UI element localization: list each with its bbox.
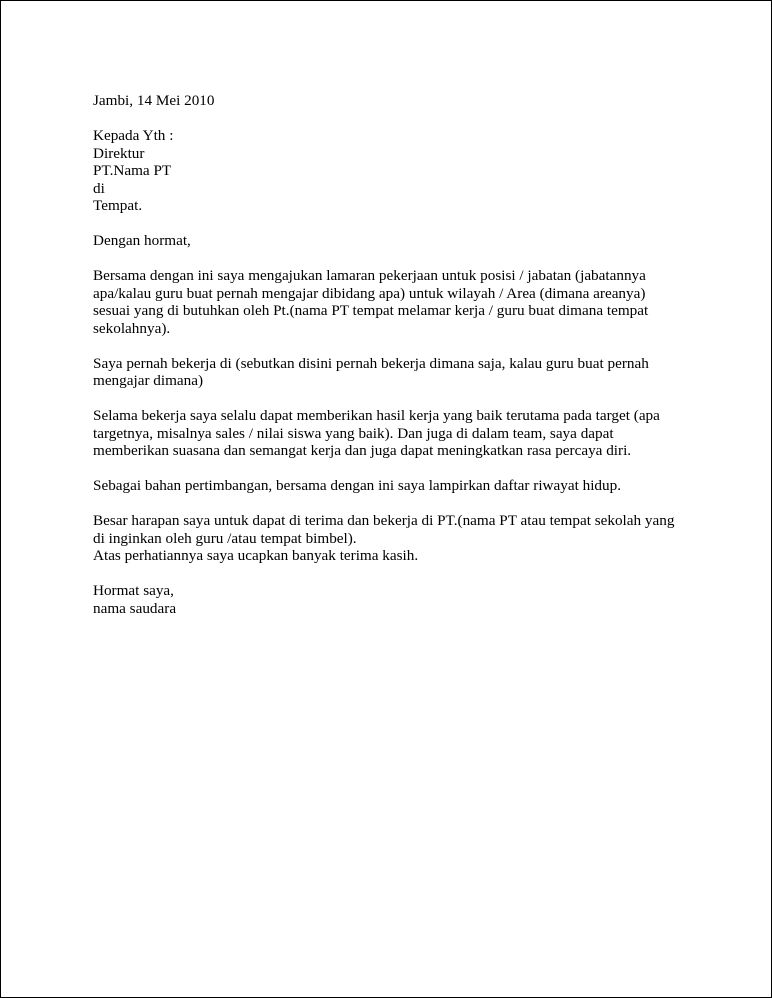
date-line: Jambi, 14 Mei 2010 [93,92,215,109]
spacer [93,495,713,513]
paragraph-line: Bersama dengan ini saya mengajukan lamaran pekerjaan untuk posisi / jabatan (jabatannya [93,267,646,284]
closing-line: Hormat saya, [93,582,174,599]
letter-body [93,92,713,617]
paragraph-attachment [93,477,713,495]
salutation-line: Dengan hormat, [93,232,191,249]
paragraph-application [93,267,713,337]
paragraph-line: apa/kalau guru buat pernah mengajar dibidang apa) untuk wilayah / Area (dimana areanya) [93,284,646,302]
recipient-line: Kepada Yth : [93,127,174,144]
paragraph-line: Sebagai bahan pertimbangan, bersama dengan ini saya lampirkan daftar riwayat hidup. [93,477,621,494]
spacer [93,565,713,583]
paragraph-line: Besar harapan saya untuk dapat di terima dan bekerja di PT.(nama PT atau tempat sekolah yang [93,512,675,529]
paragraph-line: sekolahnya). [93,319,171,337]
paragraph-line: memberikan suasana dan semangat kerja dan juga dapat meningkatkan rasa percaya diri. [93,442,632,459]
paragraph-line: Atas perhatiannya saya ucapkan banyak terima kasih. [93,547,419,564]
recipient-address [93,127,713,215]
spacer [93,110,713,128]
paragraph-line: Saya pernah bekerja di (sebutkan disini pernah bekerja dimana saja, kalau guru buat pernah [93,354,649,372]
paragraph-line: di inginkan oleh guru /atau tempat bimbel). [93,529,357,547]
letter-closing [93,582,713,617]
signature-name: nama saudara [93,599,177,617]
recipient-line: Direktur [93,144,145,162]
spacer [93,390,713,408]
paragraph-achievements [93,407,713,460]
salutation [93,232,713,250]
recipient-line: PT.Nama PT [93,162,172,179]
recipient-line: Tempat. [93,197,143,214]
letter-date [93,92,713,110]
paragraph-hope [93,512,713,565]
paragraph-experience [93,355,713,390]
paragraph-line: targetnya, misalnya sales / nilai siswa yang baik). Dan juga di dalam team, saya dapat [93,424,614,442]
paragraph-line: Selama bekerja saya selalu dapat memberikan hasil kerja yang baik terutama pada target (apa [93,407,660,424]
spacer [93,460,713,478]
spacer [93,250,713,268]
recipient-line: di [93,179,105,197]
paragraph-line: mengajar dimana) [93,372,204,389]
spacer [93,215,713,233]
paragraph-line: sesuai yang di butuhkan oleh Pt.(nama PT tempat melamar kerja / guru buat dimana tempat [93,302,649,319]
spacer [93,337,713,355]
